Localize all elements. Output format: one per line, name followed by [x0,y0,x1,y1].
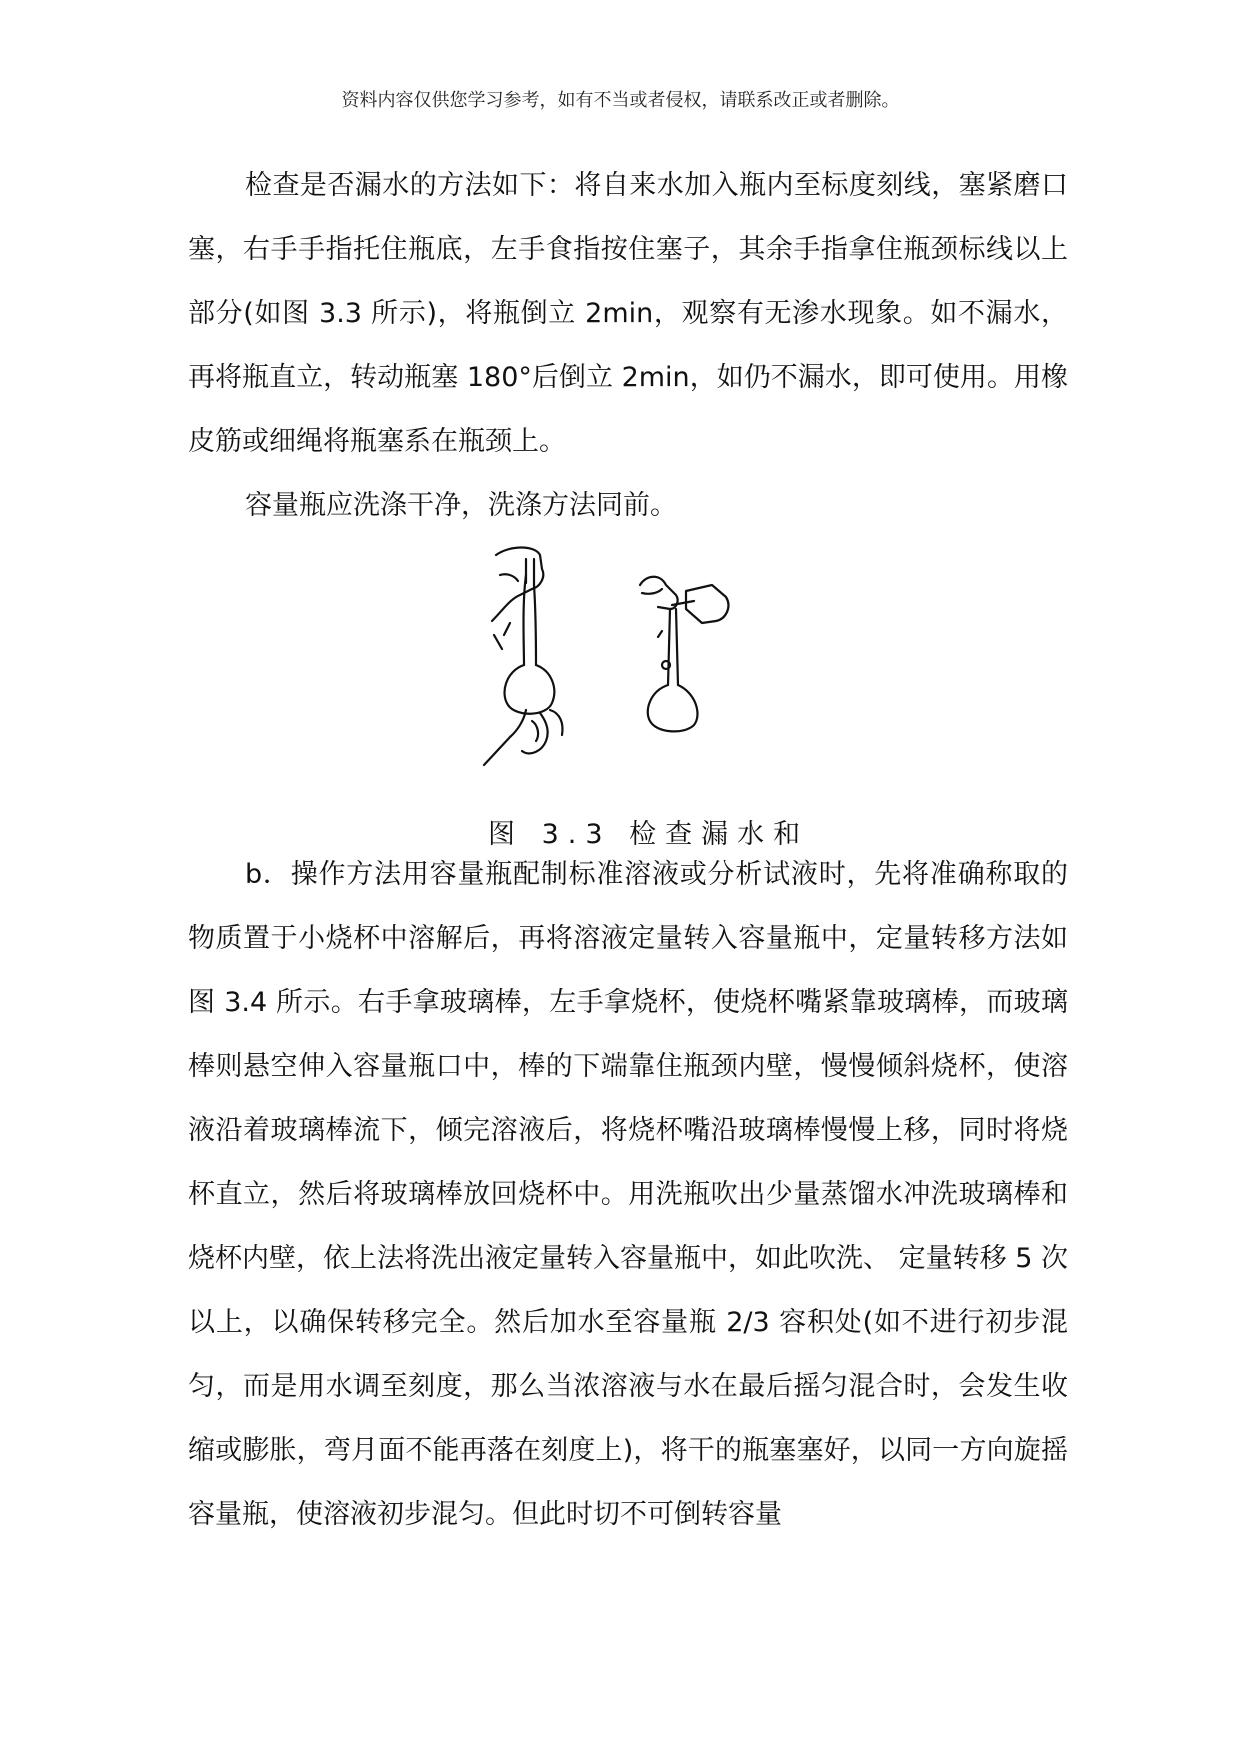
paragraph-leak-check: 检查是否漏水的方法如下：将自来水加入瓶内至标度刻线，塞紧磨口塞，右手手指托住瓶底，左手食指按住塞子，其余手指拿住瓶颈标线以上部分(如图 3.3 所示)，将瓶倒立 2min，观察有无渗水现象。如不漏水，再将瓶直立，转动瓶塞 180°后倒立 2min，如仍不漏水，即可使用。用橡皮筋或细绳将瓶塞系在瓶颈上。 [188,170,1068,457]
right-flask-drawing [640,577,728,732]
text-block-top [188,154,1068,538]
text-block-bottom [188,843,1068,1547]
paragraph-washing: 容量瓶应洗涤干净，洗涤方法同前。 [245,490,677,521]
left-flask-drawing [484,548,563,766]
volumetric-flask-illustration [480,545,780,795]
header-disclaimer: 资料内容仅供您学习参考，如有不当或者侵权，请联系改正或者删除。 [341,90,900,111]
paragraph-operation-method: b．操作方法用容量瓶配制标准溶液或分析试液时，先将准确称取的物质置于小烧杯中溶解后，再将溶液定量转入容量瓶中，定量转移方法如图 3.4 所示。右手拿玻璃棒，左手拿烧杯，使烧杯嘴紧靠玻璃棒，而玻璃棒则悬空伸入容量瓶口中，棒的下端靠住瓶颈内壁，慢慢倾斜烧杯，使溶液沿着玻璃棒流下，倾完溶液后，将烧杯嘴沿玻璃棒慢慢上移，同时将烧杯直立，然后将玻璃棒放回烧杯中。用洗瓶吹出少量蒸馏水冲洗玻璃棒和烧杯内壁，依上法将洗出液定量转入容量瓶中，如此吹洗、 定量转移 5 次以上，以确保转移完全。然后加水至容量瓶 2/3 容积处(如不进行初步混匀，而是用水调至刻度，那么当浓溶液与水在最后摇匀混合时，会发生收缩或膨胀，弯月面不能再落在刻度上)，将干的瓶塞塞好，以同一方向旋摇容量瓶，使溶液初步混匀。但此时切不可倒转容量 [188,859,1068,1530]
figure-caption: 图 3.3 检查漏水和 [488,819,810,850]
